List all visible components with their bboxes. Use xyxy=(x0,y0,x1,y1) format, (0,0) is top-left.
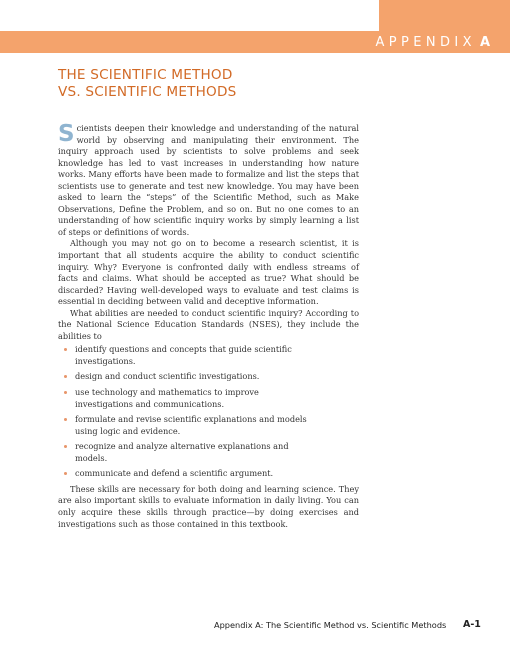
list-item-text: use technology and mathematics to improve investigations and communications. xyxy=(75,387,259,409)
chapter-title-line-1: THE SCIENTIFIC METHOD xyxy=(58,67,233,83)
paragraph-3: What abilities are needed to conduct scientific inquiry? According to the National Science Education Standards (NSES), they include the abilities to xyxy=(58,307,359,341)
bullet-icon xyxy=(64,375,67,378)
list-item xyxy=(58,414,359,437)
bullet-icon xyxy=(64,391,67,394)
list-item-text: design and conduct scientific investigations. xyxy=(75,371,260,382)
list-item xyxy=(58,344,359,367)
header-accent-block xyxy=(379,0,510,31)
bullet-icon xyxy=(64,445,67,448)
chapter-title xyxy=(58,67,378,101)
appendix-word: APPENDIX xyxy=(375,35,476,50)
running-footer-title: Appendix A: The Scientific Method vs. Scientific Methods xyxy=(214,620,447,630)
abilities-list xyxy=(58,344,359,479)
paragraph-2: Although you may not go on to become a research scientist, it is important that all students acquire the ability to conduct scientific inquiry. Why? Everyone is confronted daily with endless streams of facts and claims. What should be accepted as true? What should be discarded? Having well-developed ways to evaluate and test claims is essential in deciding between valid and deceptive information. xyxy=(58,238,359,307)
bullet-icon xyxy=(64,418,67,421)
paragraph-4: These skills are necessary for both doing and learning science. They are also important skills to evaluate information in daily living. You can only acquire these skills through practice—by doing exercises and investigations such as those contained in this textbook. xyxy=(58,483,359,529)
list-item-text: formulate and revise scientific explanations and models using logic and evidence. xyxy=(75,414,307,436)
appendix-label xyxy=(375,35,490,50)
list-item xyxy=(58,441,359,464)
paragraph-1 xyxy=(58,123,359,238)
list-item-text: identify questions and concepts that guide scientific investigations. xyxy=(75,344,292,366)
list-item-text: communicate and defend a scientific argument. xyxy=(75,468,274,479)
list-item-text: recognize and analyze alternative explanations and models. xyxy=(75,441,289,463)
page-number: A-1 xyxy=(463,619,481,630)
chapter-title-line-2: VS. SCIENTIFIC METHODS xyxy=(58,84,237,100)
paragraph-1-text: cientists deepen their knowledge and understanding of the natural world by observing and manipulating their environment. The inquiry approach used by scientists to solve problems and seek knowledge has led to vast increases in understanding how nature works. Many efforts have been made to formalize and list the steps that scientists use to generate and test new knowledge. You may have been asked to learn the “steps” of the Scientific Method, such as Make Observations, Define the Problem, and so on. But no one comes to an understanding of how scientific inquiry works by simply learning a list of steps or definitions of words. xyxy=(58,123,359,237)
list-item xyxy=(58,468,359,480)
bullet-icon xyxy=(64,348,67,351)
list-item xyxy=(58,371,359,383)
bullet-icon xyxy=(64,472,67,475)
drop-cap: S xyxy=(58,121,75,147)
list-item xyxy=(58,387,359,410)
body-text xyxy=(58,123,359,530)
appendix-letter: A xyxy=(479,35,490,50)
